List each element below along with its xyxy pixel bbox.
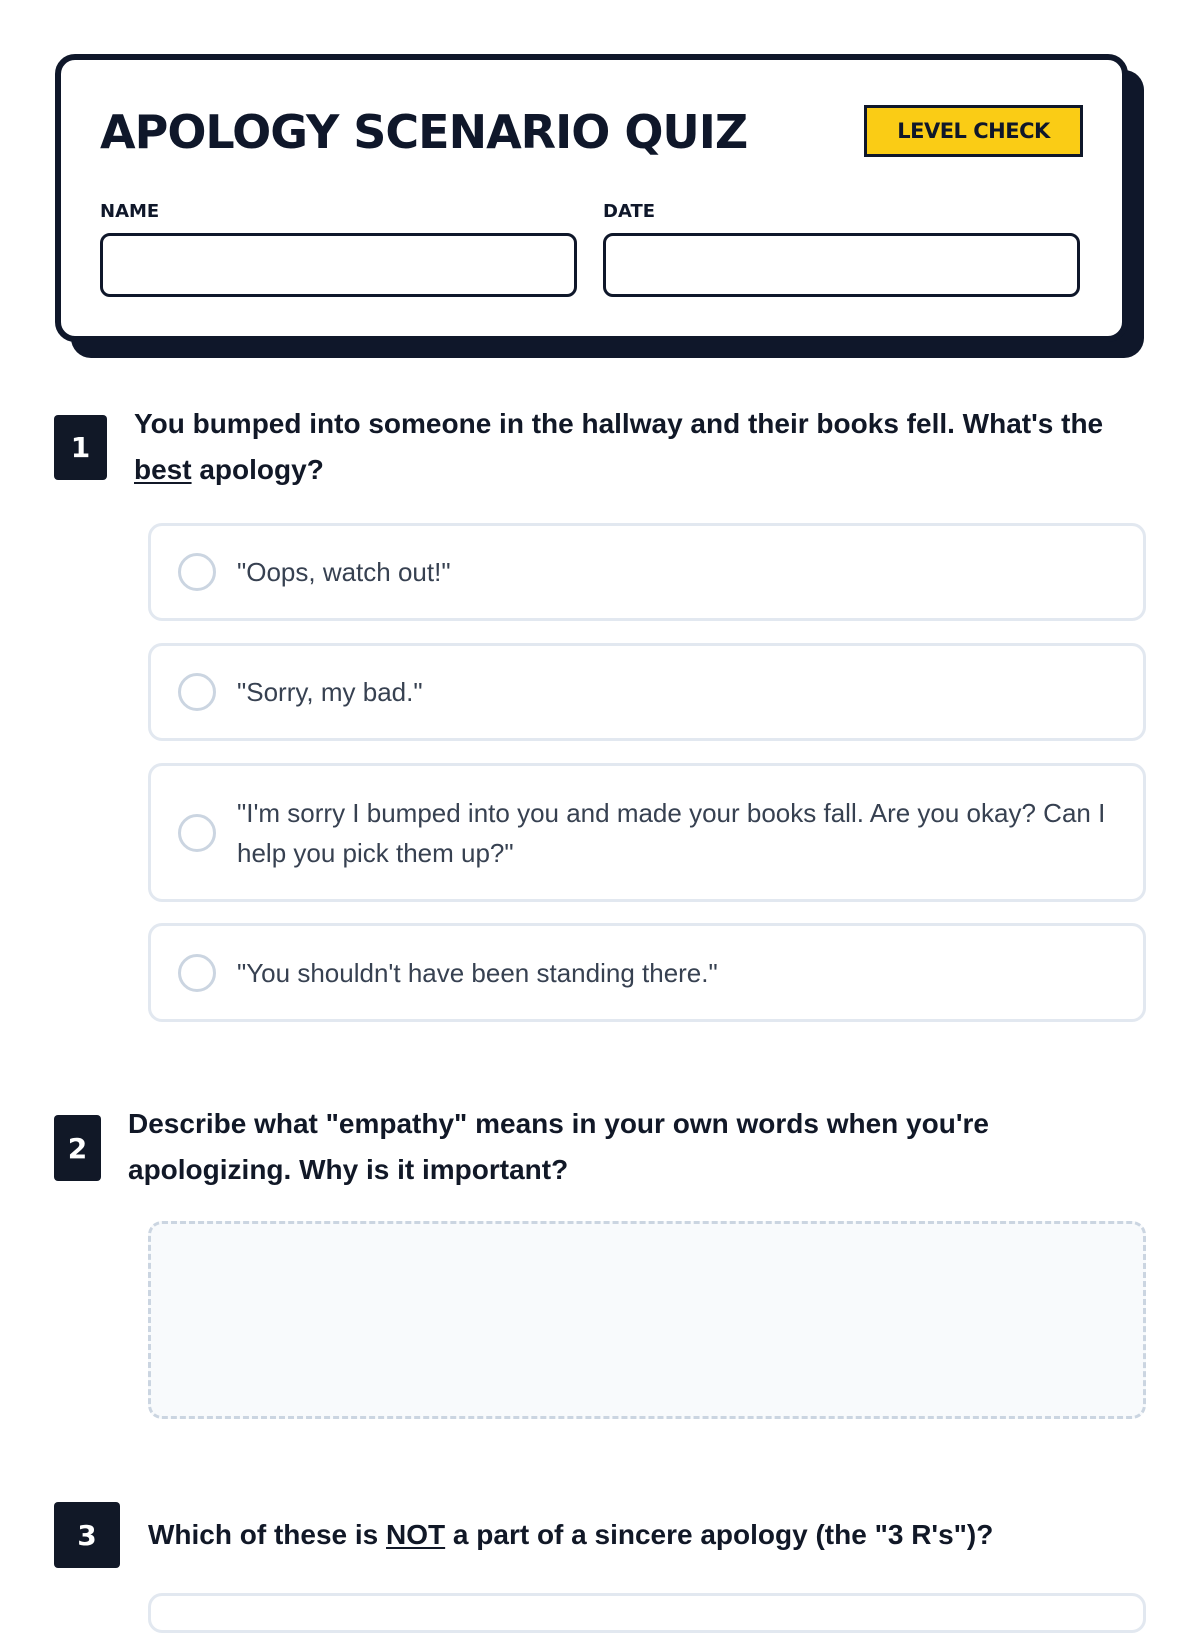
option-b-text: "Sorry, my bad." xyxy=(237,677,423,707)
question-3-text-start: Which of these is xyxy=(148,1519,387,1550)
question-3-emphasis: NOT xyxy=(386,1519,446,1550)
radio-button[interactable] xyxy=(178,553,216,591)
question-1-option-d[interactable] xyxy=(148,923,1146,1022)
question-2-text: Describe what "empathy" means in your own words when you're apologizing. Why is it important? xyxy=(128,1108,989,1185)
question-1-number: 1 xyxy=(54,415,107,480)
question-2-answer-area[interactable] xyxy=(148,1221,1146,1419)
option-d-text: "You shouldn't have been standing there." xyxy=(237,957,718,988)
question-1-text-end: apology? xyxy=(191,454,324,485)
date-input[interactable] xyxy=(603,233,1080,297)
question-1-option-c[interactable] xyxy=(148,763,1146,902)
question-1-text-start: You bumped into someone in the hallway and their books fell. What's the xyxy=(134,408,1104,439)
date-label: DATE xyxy=(603,201,656,222)
question-3-option-a[interactable] xyxy=(148,1593,1146,1633)
option-c-text: "I'm sorry I bumped into you and made your books fall. Are you okay? Can I help you pick them up?" xyxy=(237,797,1106,868)
quiz-header-card xyxy=(55,54,1128,342)
radio-button[interactable] xyxy=(178,673,216,711)
question-3-text-end: a part of a sincere apology (the "3 R's")? xyxy=(445,1519,994,1550)
level-check-badge: LEVEL CHECK xyxy=(864,105,1083,157)
name-label: NAME xyxy=(100,201,160,222)
question-1-text xyxy=(134,401,1144,493)
question-1-option-b[interactable] xyxy=(148,643,1146,741)
name-input[interactable] xyxy=(100,233,577,297)
option-a-text: "Oops, watch out!" xyxy=(237,557,451,587)
question-2-number: 2 xyxy=(54,1115,101,1181)
question-3-number: 3 xyxy=(54,1502,120,1568)
radio-button[interactable] xyxy=(178,814,216,852)
quiz-title: APOLOGY SCENARIO QUIZ xyxy=(100,105,748,159)
question-1-emphasis: best xyxy=(134,454,192,485)
question-3-text xyxy=(148,1512,1158,1558)
question-1-option-a[interactable] xyxy=(148,523,1146,621)
radio-button[interactable] xyxy=(178,954,216,992)
